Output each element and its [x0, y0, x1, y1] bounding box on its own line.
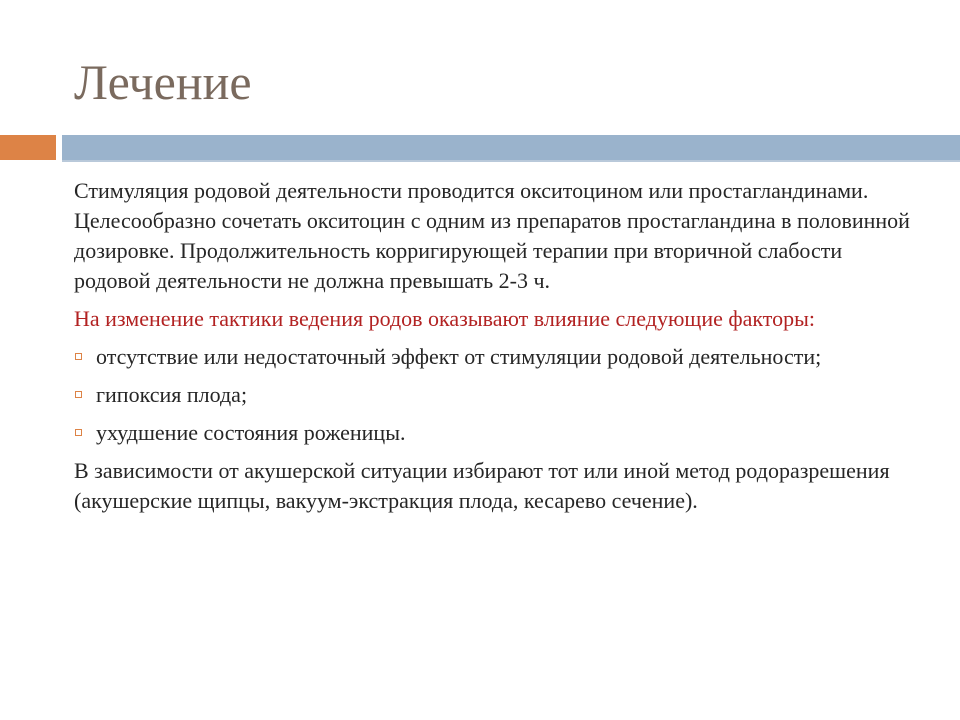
- bullet-text: отсутствие или недостаточный эффект от стимуляции родовой деятельности;: [96, 344, 822, 369]
- accent-bar-underline: [62, 160, 960, 162]
- intro-paragraph: Стимуляция родовой деятельности проводится окситоцином или простагландинами. Целесообразно сочетать окситоцин с одним из препаратов простагландина в половинной дозировке. Продолжительность корригирующей терапии при вторичной слабости родовой деятельности не должна превышать 2-3 ч.: [74, 178, 910, 293]
- bullet-item: [74, 418, 914, 448]
- bullet-item: [74, 342, 914, 372]
- bullet-text: гипоксия плода;: [96, 382, 248, 407]
- conclusion-paragraph: В зависимости от акушерской ситуации избирают тот или иной метод родоразрешения (акушерские щипцы, вакуум-экстракция плода, кесарево сечение).: [74, 458, 890, 513]
- slide-body: [74, 176, 914, 524]
- factors-heading: На изменение тактики ведения родов оказывают влияние следующие факторы:: [74, 306, 815, 331]
- slide-title: Лечение: [74, 54, 252, 110]
- square-bullet-icon: [75, 429, 82, 436]
- bullet-text: ухудшение состояния роженицы.: [96, 420, 406, 445]
- square-bullet-icon: [75, 391, 82, 398]
- bullet-item: [74, 380, 914, 410]
- accent-bar-blue: [62, 135, 960, 160]
- accent-bar-orange: [0, 135, 56, 160]
- square-bullet-icon: [75, 353, 82, 360]
